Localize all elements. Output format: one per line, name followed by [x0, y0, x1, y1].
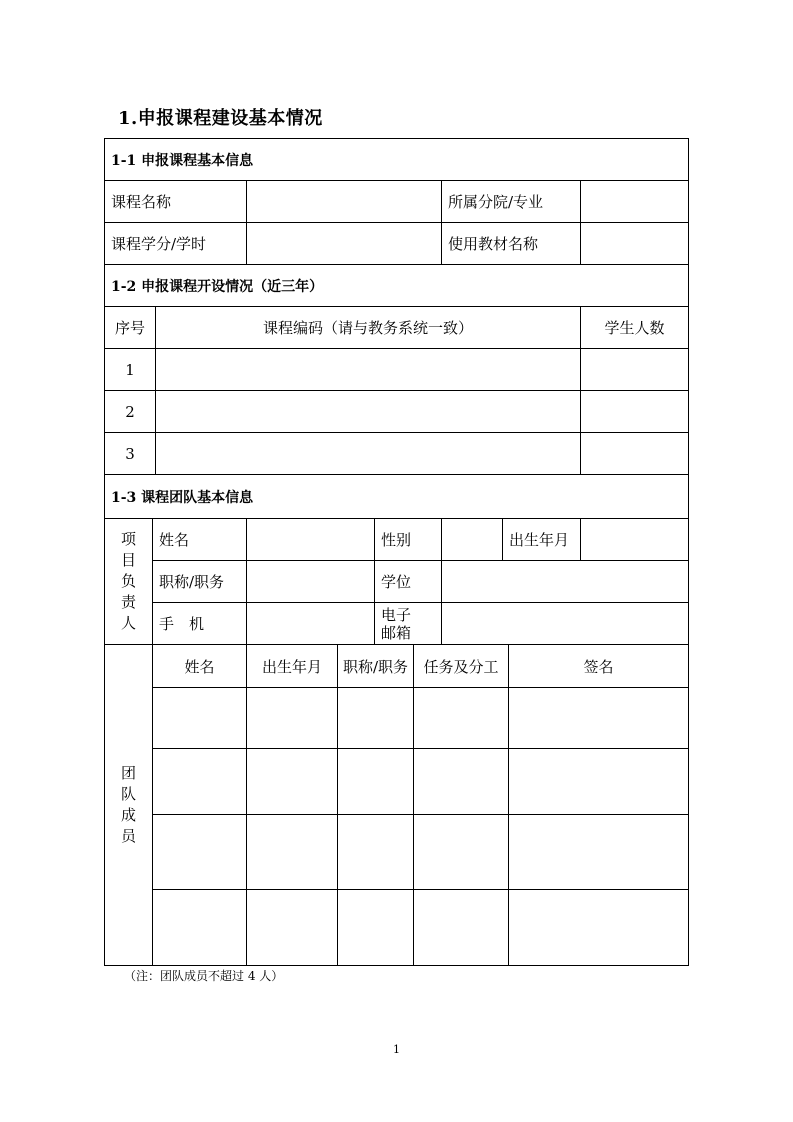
team-char: 员 — [120, 827, 136, 845]
field-degree[interactable] — [441, 560, 689, 603]
field-birth[interactable] — [580, 518, 689, 561]
team-cell[interactable] — [508, 748, 689, 815]
team-char: 队 — [120, 785, 136, 803]
field-phone[interactable] — [246, 602, 375, 645]
field-students[interactable] — [580, 432, 689, 475]
field-code[interactable] — [155, 348, 581, 391]
page-number: 1 — [393, 1043, 400, 1056]
field-credits[interactable] — [246, 222, 442, 265]
label-phone: 手 机 — [152, 602, 247, 645]
email-label-line: 电子 — [381, 605, 412, 624]
leader-char: 负 — [120, 572, 136, 590]
team-cell[interactable] — [413, 748, 509, 815]
team-cell[interactable] — [152, 748, 247, 815]
team-cell[interactable] — [337, 687, 414, 749]
team-char: 成 — [120, 806, 136, 824]
leader-char: 责 — [120, 593, 136, 611]
team-col-title: 职称/职务 — [337, 644, 414, 688]
label-credits: 课程学分/学时 — [104, 222, 247, 265]
team-char: 团 — [120, 764, 136, 782]
section-1-2-title: 1-2 申报课程开设情况（近三年） — [104, 264, 689, 307]
field-dept[interactable] — [580, 180, 689, 223]
field-textbook[interactable] — [580, 222, 689, 265]
team-cell[interactable] — [246, 748, 338, 815]
label-course-name: 课程名称 — [104, 180, 247, 223]
field-gender[interactable] — [441, 518, 503, 561]
team-cell[interactable] — [337, 814, 414, 890]
section-1-1-title: 1-1 申报课程基本信息 — [104, 138, 689, 181]
col-header-students: 学生人数 — [580, 306, 689, 349]
team-cell[interactable] — [508, 889, 689, 966]
label-email — [374, 602, 442, 645]
team-cell[interactable] — [413, 687, 509, 749]
field-code[interactable] — [155, 432, 581, 475]
leader-char: 目 — [120, 551, 136, 569]
col-header-no: 序号 — [104, 306, 156, 349]
team-cell[interactable] — [152, 889, 247, 966]
team-cell[interactable] — [508, 687, 689, 749]
team-col-name: 姓名 — [152, 644, 247, 688]
label-textbook: 使用教材名称 — [441, 222, 581, 265]
footnote: （注：团队成员不超过 4 人） — [124, 969, 284, 983]
team-cell[interactable] — [152, 814, 247, 890]
row-no: 3 — [104, 432, 156, 475]
team-cell[interactable] — [337, 889, 414, 966]
field-code[interactable] — [155, 390, 581, 433]
email-label-line: 邮箱 — [381, 623, 412, 642]
team-cell[interactable] — [508, 814, 689, 890]
team-cell[interactable] — [246, 814, 338, 890]
leader-char: 项 — [120, 530, 136, 548]
label-degree: 学位 — [374, 560, 442, 603]
row-no: 2 — [104, 390, 156, 433]
field-name[interactable] — [246, 518, 375, 561]
team-cell[interactable] — [152, 687, 247, 749]
page-heading: 1.申报课程建设基本情况 — [118, 108, 323, 129]
label-team-members — [104, 644, 153, 966]
field-course-name[interactable] — [246, 180, 442, 223]
team-col-task: 任务及分工 — [413, 644, 509, 688]
label-title-duty: 职称/职务 — [152, 560, 247, 603]
label-birth: 出生年月 — [502, 518, 581, 561]
leader-char: 人 — [120, 614, 136, 632]
field-email[interactable] — [441, 602, 689, 645]
label-name: 姓名 — [152, 518, 247, 561]
team-cell[interactable] — [246, 687, 338, 749]
team-col-birth: 出生年月 — [246, 644, 338, 688]
team-col-signature: 签名 — [508, 644, 689, 688]
team-cell[interactable] — [246, 889, 338, 966]
field-title-duty[interactable] — [246, 560, 375, 603]
row-no: 1 — [104, 348, 156, 391]
label-dept: 所属分院/专业 — [441, 180, 581, 223]
field-students[interactable] — [580, 348, 689, 391]
label-gender: 性别 — [374, 518, 442, 561]
field-students[interactable] — [580, 390, 689, 433]
team-cell[interactable] — [413, 889, 509, 966]
team-cell[interactable] — [337, 748, 414, 815]
section-1-3-title: 1-3 课程团队基本信息 — [104, 474, 689, 519]
team-cell[interactable] — [413, 814, 509, 890]
label-project-leader — [104, 518, 153, 645]
col-header-code: 课程编码（请与教务系统一致） — [155, 306, 581, 349]
